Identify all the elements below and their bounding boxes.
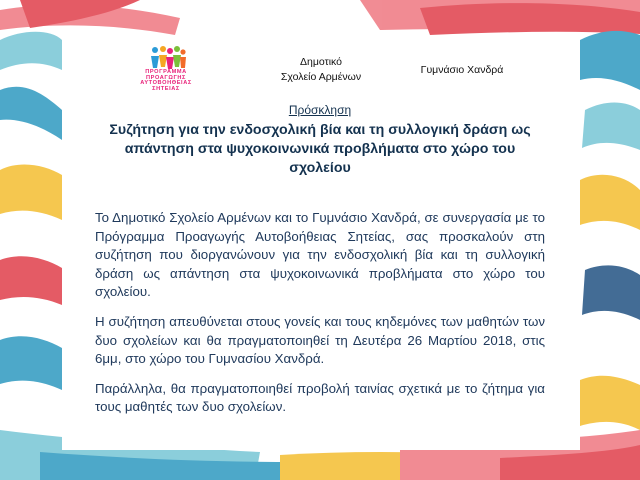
logo-text-line1: ΠΡΟΓΡΑΜΜΑ xyxy=(145,69,187,75)
brush-stroke xyxy=(580,175,640,230)
brush-stroke xyxy=(0,336,62,390)
brush-stroke xyxy=(0,32,62,70)
brush-stroke xyxy=(582,103,640,151)
invitation-subtitle: Συζήτηση για την ενδοσχολική βία και τη συλλογική δράση ως απάντηση στα ψυχοκοινωνικά προβλήματα στο χώρο του σχολείου xyxy=(109,122,531,176)
invitation-title: Πρόσκληση xyxy=(288,103,352,117)
brush-stroke xyxy=(420,3,640,35)
primary-school-line1: Δημοτικό xyxy=(299,56,343,68)
logo-text-line2: ΠΡΟΑΓΩΓΗΣ xyxy=(145,74,187,81)
primary-school-line2: Σχολείο Αρμένων xyxy=(280,71,362,83)
people-figures-icon xyxy=(108,44,224,70)
brush-stroke xyxy=(0,87,62,140)
body-paragraph-1: Το Δημοτικό Σχολείο Αρμένων και το Γυμνάσιο Χανδρά, σε συνεργασία με το Πρόγραμμα Προαγωγής Αυτοβοήθειας Σητείας, σας προσκαλούν στη συζήτηση που διοργανώνουν για την ενδοσχολική βία και τη συλλογική δράση ως απάντηση στα ψυχοκοινωνικά προβλήματα στο χώρο του σχολείου. xyxy=(95,210,545,300)
primary-school-name xyxy=(262,55,380,85)
brush-stroke xyxy=(582,265,640,320)
logo-text-line3: ΑΥΤΟΒΟΗΘΕΙΑΣ xyxy=(140,80,192,86)
body-paragraph-2: Η συζήτηση απευθύνεται στους γονείς και τους κηδεμόνες των μαθητών των δυο σχολείων και θα πραγματοποιηθεί τη Δευτέρα 26 Μαρτίου 2018, στις 6μμ, στο χώρο του Γυμνασίου Χανδρά. xyxy=(95,313,545,367)
invitation-body xyxy=(95,209,545,428)
program-logo xyxy=(108,44,224,92)
logo-text-line4: ΣΗΤΕΙΑΣ xyxy=(152,85,180,92)
brush-stroke xyxy=(580,376,640,430)
body-paragraph-3: Παράλληλα, θα πραγματοποιηθεί προβολή ταινίας σχετικά με το ζήτημα για τους μαθητές των δυο σχολείων. xyxy=(95,380,545,415)
high-school-name: Γυμνάσιο Χανδρά xyxy=(420,64,504,76)
brush-stroke xyxy=(580,31,640,90)
brush-stroke xyxy=(0,165,62,220)
brush-stroke xyxy=(0,256,62,305)
